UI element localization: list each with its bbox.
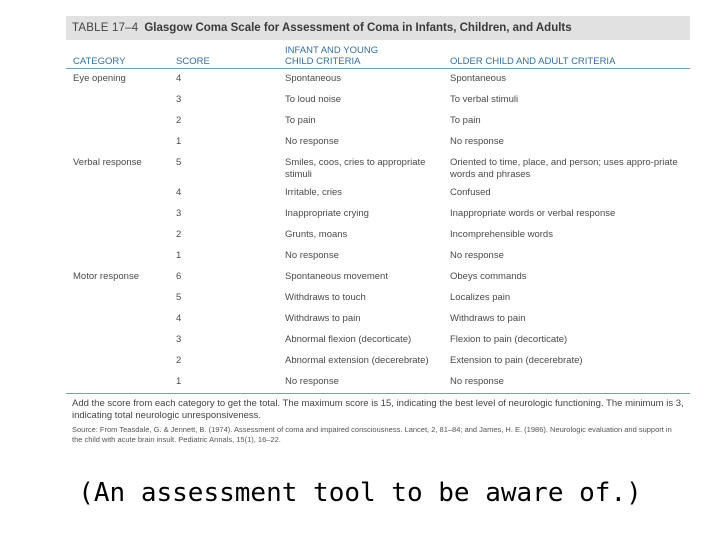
table-row <box>66 90 690 111</box>
row-adult-criteria: Obeys commands <box>450 271 527 282</box>
header-score: SCORE <box>176 56 210 67</box>
table-row <box>66 351 690 372</box>
header-category: CATEGORY <box>73 56 126 67</box>
row-score: 3 <box>176 334 182 345</box>
slide-caption: (An assessment tool to be aware of.) <box>78 478 642 508</box>
row-infant-criteria: Irritable, cries <box>285 187 343 198</box>
row-adult-criteria: No response <box>450 250 504 261</box>
row-adult-criteria: Spontaneous <box>450 73 506 84</box>
header-adult: OLDER CHILD AND ADULT CRITERIA <box>450 56 616 67</box>
row-score: 1 <box>176 250 182 261</box>
table-title: Glasgow Coma Scale for Assessment of Coma in Infants, Children, and Adults <box>144 22 572 34</box>
table-row <box>66 153 690 183</box>
row-adult-criteria: Incomprehensible words <box>450 229 553 240</box>
row-infant-criteria: Abnormal flexion (decorticate) <box>285 334 412 345</box>
table-note: Add the score from each category to get the total. The maximum score is 15, indicating the best level of neurologic functioning. The minimum is 3, indicating total neurologic unresponsiveness. <box>72 398 684 421</box>
table-title-bar <box>66 16 690 40</box>
row-infant-criteria: To pain <box>285 115 316 126</box>
row-adult-criteria: Flexion to pain (decorticate) <box>450 334 568 345</box>
row-adult-criteria: Inappropriate words or verbal response <box>450 208 616 219</box>
row-infant-criteria: Spontaneous <box>285 73 341 84</box>
row-infant-criteria: No response <box>285 250 339 261</box>
row-infant-criteria: No response <box>285 376 339 387</box>
row-score: 2 <box>176 229 182 240</box>
row-score: 4 <box>176 187 182 198</box>
table-row <box>66 225 690 246</box>
row-infant-criteria: Withdraws to touch <box>285 292 366 303</box>
row-score: 4 <box>176 73 182 84</box>
row-adult-criteria: Localizes pain <box>450 292 511 303</box>
table-footer <box>66 393 690 449</box>
table-header <box>66 40 690 69</box>
row-infant-criteria: No response <box>285 136 339 147</box>
table-row <box>66 111 690 132</box>
table-row <box>66 132 690 153</box>
table-row <box>66 288 690 309</box>
row-category: Motor response <box>73 271 140 282</box>
row-category: Eye opening <box>73 73 126 84</box>
row-adult-criteria: Oriented to time, place, and person; uses appro-priate words and phrases <box>450 157 678 180</box>
table-number: TABLE 17–4 <box>72 22 139 34</box>
table-row <box>66 204 690 225</box>
row-adult-criteria: No response <box>450 136 504 147</box>
table-row <box>66 309 690 330</box>
row-infant-criteria: Withdraws to pain <box>285 313 361 324</box>
row-adult-criteria: Confused <box>450 187 491 198</box>
table-row <box>66 69 690 90</box>
row-infant-criteria: Spontaneous movement <box>285 271 388 282</box>
row-adult-criteria: No response <box>450 376 504 387</box>
table-row <box>66 267 690 288</box>
table-row <box>66 183 690 204</box>
row-infant-criteria: Grunts, moans <box>285 229 348 240</box>
table-row <box>66 372 690 393</box>
row-adult-criteria: Withdraws to pain <box>450 313 526 324</box>
row-infant-criteria: To loud noise <box>285 94 341 105</box>
table-row <box>66 330 690 351</box>
header-infant-line2: CHILD CRITERIA <box>285 56 361 67</box>
row-adult-criteria: Extension to pain (decerebrate) <box>450 355 583 366</box>
row-score: 2 <box>176 115 182 126</box>
table-body <box>66 69 690 393</box>
row-adult-criteria: To pain <box>450 115 481 126</box>
row-score: 2 <box>176 355 182 366</box>
row-infant-criteria: Abnormal extension (decerebrate) <box>285 355 429 366</box>
row-infant-criteria: Smiles, coos, cries to appropriate stimuli <box>285 157 426 180</box>
row-score: 3 <box>176 94 182 105</box>
row-infant-criteria: Inappropriate crying <box>285 208 369 219</box>
row-score: 3 <box>176 208 182 219</box>
row-score: 4 <box>176 313 182 324</box>
row-score: 1 <box>176 136 182 147</box>
table-source: Source: From Teasdale, G. & Jennett, B. (1974). Assessment of coma and impaired consciousness. Lancet, 2, 81–84; and James, H. E. (1986). Neurologic evaluation and support in the child with acute brain insult. Pediatric Annals, 15(1), 16–22. <box>72 425 672 444</box>
row-adult-criteria: To verbal stimuli <box>450 94 519 105</box>
row-score: 1 <box>176 376 182 387</box>
row-score: 5 <box>176 292 182 303</box>
row-score: 5 <box>176 157 182 168</box>
row-score: 6 <box>176 271 182 282</box>
header-infant-line1: INFANT AND YOUNG <box>285 45 379 56</box>
glasgow-coma-table <box>66 16 690 449</box>
row-category: Verbal response <box>73 157 142 168</box>
table-row <box>66 246 690 267</box>
